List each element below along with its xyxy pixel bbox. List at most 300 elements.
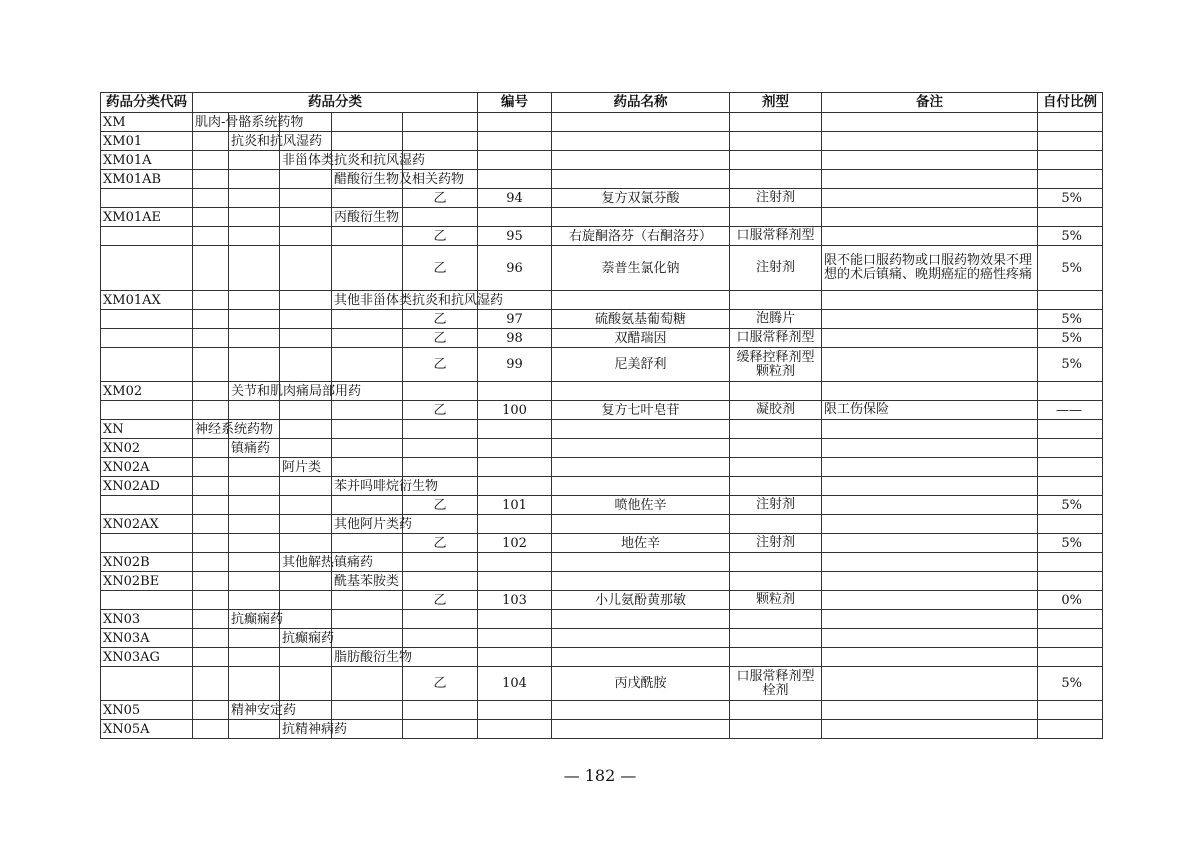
category-row xyxy=(101,610,1103,629)
empty-cell xyxy=(822,151,1038,170)
category-row xyxy=(101,291,1103,310)
empty-cell xyxy=(552,151,730,170)
empty-cell xyxy=(730,477,822,496)
class-label-cell: 神经系统药物 xyxy=(193,420,229,439)
class-label-cell: 抗癫痫药 xyxy=(229,610,280,629)
header-code: 药品分类代码 xyxy=(101,93,193,113)
empty-cell xyxy=(280,348,332,382)
empty-cell xyxy=(1038,648,1103,667)
empty-cell xyxy=(1038,291,1103,310)
empty-cell xyxy=(552,208,730,227)
class-code-cell: XM01 xyxy=(101,132,193,151)
class-code-cell: XM xyxy=(101,113,193,132)
empty-cell xyxy=(193,591,229,610)
empty-cell xyxy=(280,227,332,246)
empty-cell xyxy=(280,572,332,591)
empty-cell xyxy=(332,246,403,291)
empty-cell xyxy=(332,610,403,629)
empty-cell xyxy=(730,648,822,667)
empty-cell xyxy=(101,329,193,348)
drug-row xyxy=(101,667,1103,701)
class-label-cell: 丙酸衍生物 xyxy=(332,208,403,227)
empty-cell xyxy=(229,170,280,189)
class-code-cell: XN03AG xyxy=(101,648,193,667)
empty-cell xyxy=(193,701,229,720)
class-code-cell: XN02A xyxy=(101,458,193,477)
drug-row xyxy=(101,348,1103,382)
grade-cell: 乙 xyxy=(403,246,478,291)
empty-cell xyxy=(403,382,478,401)
empty-cell xyxy=(193,477,229,496)
class-code-cell: XM01AE xyxy=(101,208,193,227)
empty-cell xyxy=(552,701,730,720)
empty-cell xyxy=(193,132,229,151)
empty-cell xyxy=(101,189,193,208)
category-row xyxy=(101,477,1103,496)
empty-cell xyxy=(822,553,1038,572)
empty-cell xyxy=(332,348,403,382)
header-remark: 备注 xyxy=(822,93,1038,113)
empty-cell xyxy=(229,310,280,329)
empty-cell xyxy=(280,439,332,458)
empty-cell xyxy=(280,329,332,348)
class-label-cell: 非甾体类抗炎和抗风湿药 xyxy=(280,151,332,170)
header-ratio: 自付比例 xyxy=(1038,93,1103,113)
empty-cell xyxy=(403,720,478,739)
empty-cell xyxy=(193,348,229,382)
header-row xyxy=(101,93,1103,113)
category-row xyxy=(101,170,1103,189)
category-row xyxy=(101,208,1103,227)
remark-cell xyxy=(822,496,1038,515)
empty-cell xyxy=(478,382,552,401)
ratio-cell: 5% xyxy=(1038,329,1103,348)
drug-row xyxy=(101,310,1103,329)
ratio-cell: 0% xyxy=(1038,591,1103,610)
empty-cell xyxy=(332,420,403,439)
ratio-cell: 5% xyxy=(1038,246,1103,291)
empty-cell xyxy=(730,291,822,310)
header-name: 药品名称 xyxy=(552,93,730,113)
empty-cell xyxy=(403,439,478,458)
empty-cell xyxy=(193,496,229,515)
remark-cell xyxy=(822,534,1038,553)
empty-cell xyxy=(822,382,1038,401)
empty-cell xyxy=(193,310,229,329)
empty-cell xyxy=(193,720,229,739)
empty-cell xyxy=(730,720,822,739)
empty-cell xyxy=(101,401,193,420)
empty-cell xyxy=(101,348,193,382)
category-row xyxy=(101,648,1103,667)
empty-cell xyxy=(552,420,730,439)
category-row xyxy=(101,382,1103,401)
empty-cell xyxy=(193,151,229,170)
empty-cell xyxy=(552,113,730,132)
empty-cell xyxy=(552,170,730,189)
class-code-cell: XN02BE xyxy=(101,572,193,591)
empty-cell xyxy=(478,420,552,439)
empty-cell xyxy=(552,629,730,648)
empty-cell xyxy=(332,458,403,477)
ratio-cell: 5% xyxy=(1038,310,1103,329)
remark-cell: 限工伤保险 xyxy=(822,401,1038,420)
empty-cell xyxy=(193,189,229,208)
number-cell: 100 xyxy=(478,401,552,420)
empty-cell xyxy=(101,591,193,610)
empty-cell xyxy=(101,310,193,329)
empty-cell xyxy=(822,132,1038,151)
empty-cell xyxy=(332,534,403,553)
empty-cell xyxy=(280,534,332,553)
empty-cell xyxy=(822,458,1038,477)
empty-cell xyxy=(101,534,193,553)
empty-cell xyxy=(552,572,730,591)
empty-cell xyxy=(1038,515,1103,534)
empty-cell xyxy=(193,629,229,648)
category-row xyxy=(101,553,1103,572)
dosage-form-cell: 凝胶剂 xyxy=(730,401,822,420)
category-row xyxy=(101,113,1103,132)
empty-cell xyxy=(193,208,229,227)
class-label-cell: 其他非甾体类抗炎和抗风湿药 xyxy=(332,291,403,310)
empty-cell xyxy=(1038,610,1103,629)
empty-cell xyxy=(552,515,730,534)
category-row xyxy=(101,458,1103,477)
empty-cell xyxy=(730,113,822,132)
drug-row xyxy=(101,329,1103,348)
remark-cell xyxy=(822,227,1038,246)
empty-cell xyxy=(822,420,1038,439)
drug-name-cell: 硫酸氨基葡萄糖 xyxy=(552,310,730,329)
class-label-cell: 精神安定药 xyxy=(229,701,280,720)
empty-cell xyxy=(552,439,730,458)
empty-cell xyxy=(229,348,280,382)
empty-cell xyxy=(730,458,822,477)
class-label-cell: 其他解热镇痛药 xyxy=(280,553,332,572)
empty-cell xyxy=(730,572,822,591)
empty-cell xyxy=(229,534,280,553)
empty-cell xyxy=(229,189,280,208)
empty-cell xyxy=(1038,208,1103,227)
empty-cell xyxy=(552,477,730,496)
empty-cell xyxy=(1038,113,1103,132)
empty-cell xyxy=(193,515,229,534)
empty-cell xyxy=(229,401,280,420)
category-row xyxy=(101,515,1103,534)
grade-cell: 乙 xyxy=(403,348,478,382)
category-row xyxy=(101,439,1103,458)
dosage-form-cell: 注射剂 xyxy=(730,246,822,291)
empty-cell xyxy=(332,701,403,720)
drug-name-cell: 双醋瑞因 xyxy=(552,329,730,348)
grade-cell: 乙 xyxy=(403,667,478,701)
empty-cell xyxy=(193,534,229,553)
empty-cell xyxy=(101,227,193,246)
grade-cell: 乙 xyxy=(403,227,478,246)
drug-row xyxy=(101,189,1103,208)
empty-cell xyxy=(193,170,229,189)
drug-name-cell: 喷他佐辛 xyxy=(552,496,730,515)
ratio-cell: 5% xyxy=(1038,496,1103,515)
drug-row xyxy=(101,246,1103,291)
drug-name-cell: 地佐辛 xyxy=(552,534,730,553)
empty-cell xyxy=(332,189,403,208)
empty-cell xyxy=(193,227,229,246)
remark-cell xyxy=(822,667,1038,701)
empty-cell xyxy=(1038,629,1103,648)
number-cell: 96 xyxy=(478,246,552,291)
empty-cell xyxy=(332,329,403,348)
empty-cell xyxy=(730,170,822,189)
number-cell: 94 xyxy=(478,189,552,208)
empty-cell xyxy=(403,572,478,591)
empty-cell xyxy=(332,401,403,420)
empty-cell xyxy=(280,208,332,227)
empty-cell xyxy=(730,515,822,534)
empty-cell xyxy=(1038,382,1103,401)
empty-cell xyxy=(478,477,552,496)
empty-cell xyxy=(229,246,280,291)
empty-cell xyxy=(193,458,229,477)
empty-cell xyxy=(280,610,332,629)
empty-cell xyxy=(229,629,280,648)
empty-cell xyxy=(403,701,478,720)
empty-cell xyxy=(280,591,332,610)
empty-cell xyxy=(1038,420,1103,439)
ratio-cell: 5% xyxy=(1038,189,1103,208)
empty-cell xyxy=(1038,553,1103,572)
empty-cell xyxy=(332,113,403,132)
empty-cell xyxy=(552,610,730,629)
class-code-cell: XM01AB xyxy=(101,170,193,189)
remark-cell xyxy=(822,310,1038,329)
grade-cell: 乙 xyxy=(403,534,478,553)
empty-cell xyxy=(280,310,332,329)
empty-cell xyxy=(478,610,552,629)
table-body xyxy=(101,113,1103,739)
empty-cell xyxy=(280,401,332,420)
empty-cell xyxy=(229,720,280,739)
empty-cell xyxy=(1038,170,1103,189)
grade-cell: 乙 xyxy=(403,310,478,329)
class-label-cell: 醋酸衍生物及相关药物 xyxy=(332,170,403,189)
empty-cell xyxy=(822,515,1038,534)
empty-cell xyxy=(280,648,332,667)
category-row xyxy=(101,720,1103,739)
class-code-cell: XN03 xyxy=(101,610,193,629)
empty-cell xyxy=(403,610,478,629)
category-row xyxy=(101,572,1103,591)
empty-cell xyxy=(332,439,403,458)
class-code-cell: XN05 xyxy=(101,701,193,720)
class-label-cell: 关节和肌肉痛局部用药 xyxy=(229,382,280,401)
class-code-cell: XN xyxy=(101,420,193,439)
empty-cell xyxy=(229,329,280,348)
grade-cell: 乙 xyxy=(403,591,478,610)
empty-cell xyxy=(280,667,332,701)
empty-cell xyxy=(822,439,1038,458)
ratio-cell: 5% xyxy=(1038,348,1103,382)
class-code-cell: XM02 xyxy=(101,382,193,401)
empty-cell xyxy=(332,227,403,246)
empty-cell xyxy=(730,132,822,151)
empty-cell xyxy=(478,132,552,151)
empty-cell xyxy=(730,610,822,629)
empty-cell xyxy=(478,458,552,477)
empty-cell xyxy=(280,246,332,291)
class-label-cell: 肌肉-骨骼系统药物 xyxy=(193,113,229,132)
dosage-form-cell: 口服常释剂型 xyxy=(730,227,822,246)
ratio-cell: 5% xyxy=(1038,227,1103,246)
page-number: — 182 — xyxy=(563,766,637,785)
drug-name-cell: 萘普生氯化钠 xyxy=(552,246,730,291)
drug-name-cell: 复方双氯芬酸 xyxy=(552,189,730,208)
empty-cell xyxy=(229,572,280,591)
empty-cell xyxy=(193,648,229,667)
class-code-cell: XN03A xyxy=(101,629,193,648)
drug-name-cell: 复方七叶皂苷 xyxy=(552,401,730,420)
empty-cell xyxy=(552,291,730,310)
empty-cell xyxy=(822,170,1038,189)
class-label-cell: 其他阿片类药 xyxy=(332,515,403,534)
number-cell: 102 xyxy=(478,534,552,553)
ratio-cell: 5% xyxy=(1038,534,1103,553)
class-code-cell: XN05A xyxy=(101,720,193,739)
empty-cell xyxy=(193,246,229,291)
category-row xyxy=(101,701,1103,720)
empty-cell xyxy=(332,132,403,151)
empty-cell xyxy=(478,439,552,458)
empty-cell xyxy=(478,151,552,170)
remark-cell xyxy=(822,189,1038,208)
dosage-form-cell: 泡腾片 xyxy=(730,310,822,329)
empty-cell xyxy=(822,208,1038,227)
empty-cell xyxy=(478,515,552,534)
empty-cell xyxy=(229,648,280,667)
empty-cell xyxy=(403,515,478,534)
empty-cell xyxy=(1038,572,1103,591)
empty-cell xyxy=(552,458,730,477)
empty-cell xyxy=(280,477,332,496)
class-label-cell: 镇痛药 xyxy=(229,439,280,458)
empty-cell xyxy=(822,477,1038,496)
class-label-cell: 抗炎和抗风湿药 xyxy=(229,132,280,151)
class-code-cell: XN02 xyxy=(101,439,193,458)
empty-cell xyxy=(478,170,552,189)
empty-cell xyxy=(403,113,478,132)
grade-cell: 乙 xyxy=(403,189,478,208)
empty-cell xyxy=(280,291,332,310)
empty-cell xyxy=(1038,151,1103,170)
empty-cell xyxy=(730,420,822,439)
number-cell: 104 xyxy=(478,667,552,701)
empty-cell xyxy=(403,458,478,477)
empty-cell xyxy=(229,291,280,310)
class-label-cell: 阿片类 xyxy=(280,458,332,477)
empty-cell xyxy=(822,113,1038,132)
empty-cell xyxy=(478,648,552,667)
empty-cell xyxy=(1038,720,1103,739)
empty-cell xyxy=(280,170,332,189)
drug-row xyxy=(101,401,1103,420)
empty-cell xyxy=(552,648,730,667)
empty-cell xyxy=(730,151,822,170)
category-row xyxy=(101,132,1103,151)
empty-cell xyxy=(403,629,478,648)
empty-cell xyxy=(730,629,822,648)
number-cell: 101 xyxy=(478,496,552,515)
number-cell: 98 xyxy=(478,329,552,348)
empty-cell xyxy=(730,701,822,720)
header-category: 药品分类 xyxy=(193,93,478,113)
empty-cell xyxy=(822,291,1038,310)
grade-cell: 乙 xyxy=(403,329,478,348)
drug-row xyxy=(101,534,1103,553)
empty-cell xyxy=(193,329,229,348)
empty-cell xyxy=(332,667,403,701)
drug-name-cell: 尼美舒利 xyxy=(552,348,730,382)
empty-cell xyxy=(552,132,730,151)
class-code-cell: XM01AX xyxy=(101,291,193,310)
empty-cell xyxy=(822,648,1038,667)
empty-cell xyxy=(229,591,280,610)
category-row xyxy=(101,420,1103,439)
empty-cell xyxy=(1038,701,1103,720)
remark-cell: 限不能口服药物或口服药物效果不理想的术后镇痛、晚期癌症的癌性疼痛 xyxy=(822,246,1038,291)
empty-cell xyxy=(478,720,552,739)
empty-cell xyxy=(193,610,229,629)
empty-cell xyxy=(332,591,403,610)
empty-cell xyxy=(552,382,730,401)
grade-cell: 乙 xyxy=(403,496,478,515)
empty-cell xyxy=(822,629,1038,648)
empty-cell xyxy=(193,401,229,420)
category-row xyxy=(101,151,1103,170)
drug-name-cell: 小儿氨酚黄那敏 xyxy=(552,591,730,610)
empty-cell xyxy=(332,629,403,648)
empty-cell xyxy=(478,113,552,132)
empty-cell xyxy=(730,382,822,401)
empty-cell xyxy=(229,151,280,170)
dosage-form-cell: 口服常释剂型 xyxy=(730,329,822,348)
empty-cell xyxy=(478,208,552,227)
empty-cell xyxy=(478,572,552,591)
empty-cell xyxy=(822,720,1038,739)
drug-catalog-table xyxy=(100,92,1103,739)
class-label-cell: 脂肪酸衍生物 xyxy=(332,648,403,667)
empty-cell xyxy=(1038,132,1103,151)
empty-cell xyxy=(229,553,280,572)
empty-cell xyxy=(280,515,332,534)
empty-cell xyxy=(1038,458,1103,477)
dosage-form-cell: 注射剂 xyxy=(730,496,822,515)
empty-cell xyxy=(229,515,280,534)
empty-cell xyxy=(101,667,193,701)
class-code-cell: XN02AD xyxy=(101,477,193,496)
dosage-form-cell: 口服常释剂型栓剂 xyxy=(730,667,822,701)
dosage-form-cell: 缓释控释剂型颗粒剂 xyxy=(730,348,822,382)
empty-cell xyxy=(730,439,822,458)
empty-cell xyxy=(193,382,229,401)
drug-row xyxy=(101,591,1103,610)
empty-cell xyxy=(1038,477,1103,496)
empty-cell xyxy=(193,667,229,701)
empty-cell xyxy=(229,667,280,701)
empty-cell xyxy=(193,439,229,458)
empty-cell xyxy=(403,132,478,151)
category-row xyxy=(101,629,1103,648)
